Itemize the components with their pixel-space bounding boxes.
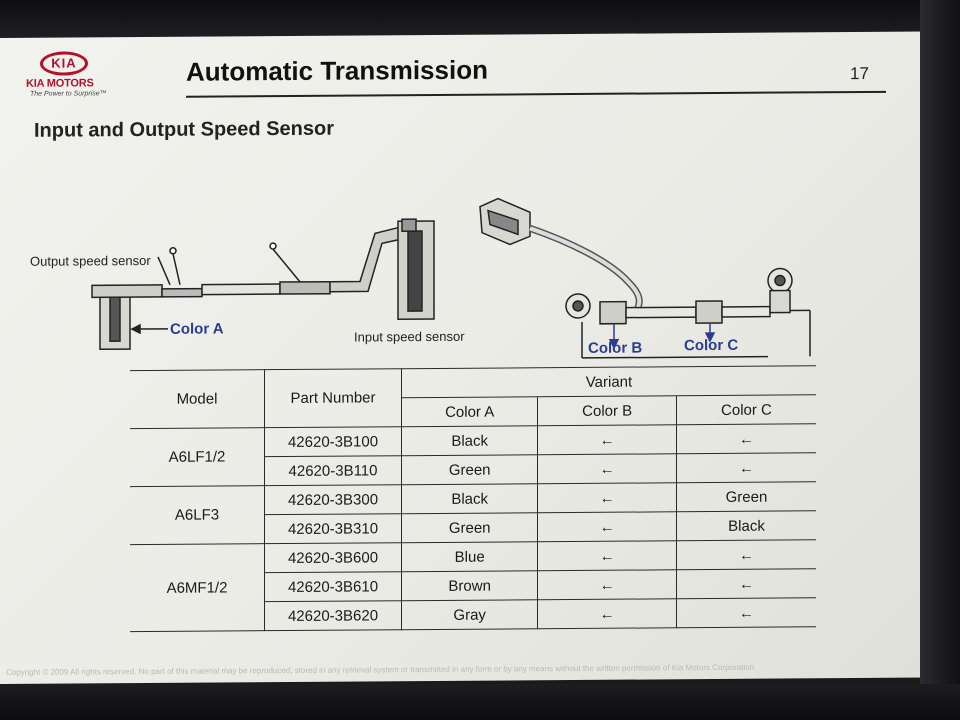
color-a-cell: Green (402, 455, 538, 485)
color-c-label: Color C (684, 336, 739, 355)
color-c-cell: ← (676, 424, 816, 454)
kia-oval-emblem (40, 51, 88, 75)
header-color-a: Color A (402, 397, 538, 427)
header-variant: Variant (402, 366, 817, 398)
color-a-cell: Blue (402, 542, 538, 572)
color-a-cell: Black (402, 484, 538, 514)
logo-tagline: The Power to Surprise™ (30, 90, 107, 98)
part-number-table (130, 365, 816, 632)
logo-brand-name: KIA MOTORS (26, 77, 94, 90)
part-number-cell: 42620-3B610 (265, 572, 402, 602)
color-c-cell: ← (676, 540, 816, 570)
color-c-cell: Black (676, 511, 816, 541)
color-c-cell: ← (676, 569, 816, 599)
right-harness-assembly (480, 196, 810, 358)
monitor-bezel-right (920, 0, 960, 720)
color-a-arrow (132, 325, 168, 333)
copyright-footer: Copyright © 2009 All rights reserved. No part of this material may be reproduced, stored in any retrieval system or transmitted in any form or by any means without the written permission of Kia Motors Corporation. (6, 662, 757, 677)
speed-sensor-diagram (30, 160, 830, 371)
title-divider (186, 91, 886, 98)
part-number-cell: 42620-3B100 (265, 427, 402, 457)
part-number-cell: 42620-3B620 (265, 601, 402, 631)
header-color-c: Color C (676, 395, 816, 425)
slide-number: 17 (850, 63, 869, 84)
color-a-label: Color A (170, 320, 224, 338)
part-number-cell: 42620-3B110 (265, 456, 402, 486)
part-number-cell: 42620-3B600 (265, 543, 402, 573)
color-c-cell: ← (676, 453, 816, 483)
part-number-cell: 42620-3B310 (265, 514, 402, 544)
kia-motors-logo (24, 51, 110, 104)
color-b-label: Color B (588, 339, 643, 357)
color-a-cell: Brown (402, 571, 538, 601)
input-speed-sensor-label: Input speed sensor (354, 328, 465, 345)
part-number-cell: 42620-3B300 (265, 485, 402, 515)
section-title: Input and Output Speed Sensor (34, 117, 334, 142)
color-a-cell: Gray (402, 600, 538, 630)
header-model: Model (130, 370, 265, 429)
color-a-cell: Green (402, 513, 538, 543)
color-b-cell: ← (538, 541, 677, 571)
header-part-number: Part Number (265, 369, 402, 428)
header-color-b: Color B (538, 396, 677, 426)
color-b-cell: ← (538, 512, 677, 542)
color-a-cell: Black (402, 426, 538, 456)
slide-title: Automatic Transmission (186, 54, 488, 87)
monitor-bezel-bottom (0, 684, 960, 720)
color-b-cell: ← (538, 425, 677, 455)
presentation-slide (0, 32, 924, 684)
model-cell: A6LF3 (130, 486, 265, 545)
output-speed-sensor-label: Output speed sensor (30, 252, 151, 269)
color-c-cell: Green (676, 482, 816, 512)
color-b-cell: ← (538, 483, 677, 513)
color-c-cell: ← (676, 598, 816, 628)
color-b-cell: ← (538, 570, 677, 600)
color-b-cell: ← (538, 599, 677, 629)
model-cell: A6MF1/2 (130, 544, 265, 632)
logo-mark: KIA (51, 55, 77, 71)
color-b-cell: ← (538, 454, 677, 484)
model-cell: A6LF1/2 (130, 428, 265, 487)
